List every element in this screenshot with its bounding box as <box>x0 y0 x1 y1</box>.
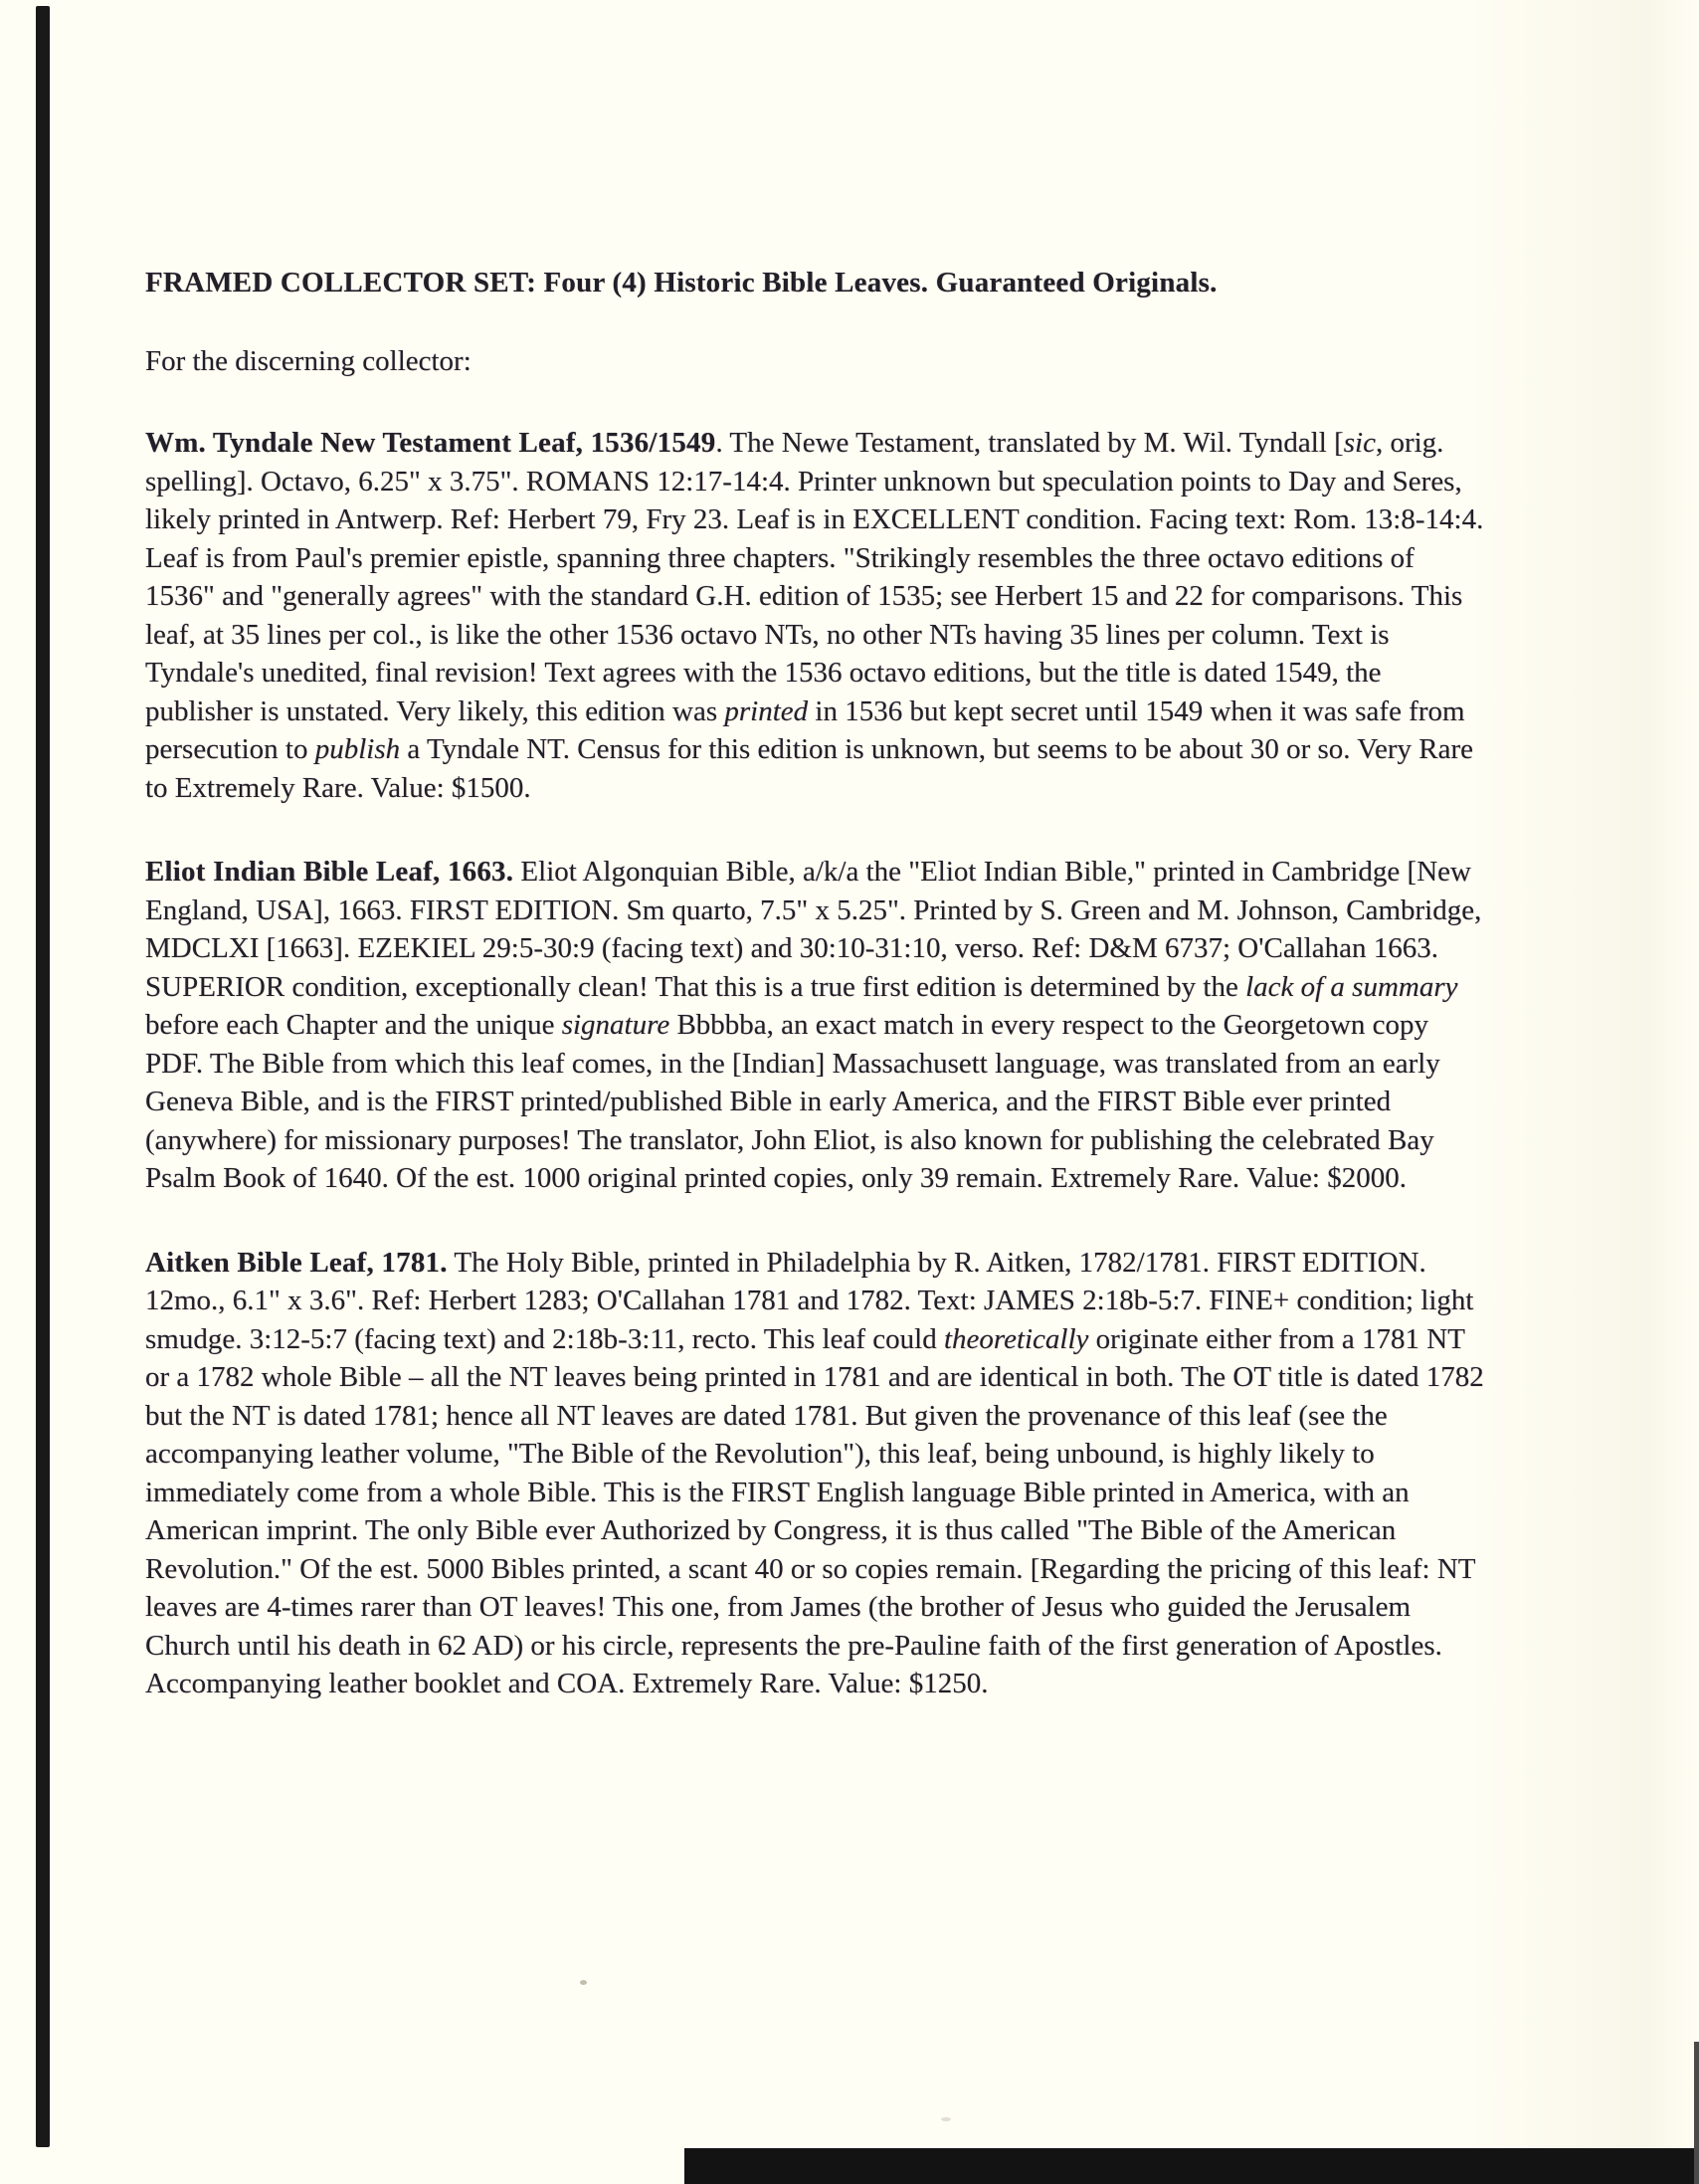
scan-speck <box>941 2117 951 2121</box>
paragraph-eliot-leaf: Eliot Indian Bible Leaf, 1663. Eliot Algonquian Bible, a/k/a the "Eliot Indian Bible," printed in Cambridge [New England, USA], 1663. FIRST EDITION. Sm quarto, 7.5" x 5.25". Printed by S. Green and M. Johnson, Cambridge, MDCLXI [1663]. EZEKIEL 29:5-30:9 (facing text) and 30:10-31:10, verso. Ref: D&M 6737; O'Callahan 1663. SUPERIOR condition, exceptionally clean! That this is a true first edition is determined by the lack of a summary before each Chapter and the unique signature Bbbbba, an exact match in every respect to the Georgetown copy PDF. The Bible from which this leaf comes, in the [Indian] Massachusett language, was translated from an early Geneva Bible, and is the FIRST printed/published Bible in early America, and the FIRST Bible ever printed (anywhere) for missionary purposes! The translator, John Eliot, is also known for publishing the celebrated Bay Psalm Book of 1640. Of the est. 1000 original printed copies, only 39 remain. Extremely Rare. Value: $2000. <box>145 856 1482 1194</box>
scan-edge-right <box>1694 2042 1699 2184</box>
page-title: FRAMED COLLECTOR SET: Four (4) Historic Bible Leaves. Guaranteed Originals. <box>145 267 1218 298</box>
paragraph-tyndale-leaf: Wm. Tyndale New Testament Leaf, 1536/1549. The Newe Testament, translated by M. Wil. Tyndall [sic, orig. spelling]. Octavo, 6.25" x 3.75". ROMANS 12:17-14:4. Printer unknown but speculation points to Day and Seres, likely printed in Antwerp. Ref: Herbert 79, Fry 23. Leaf is in EXCELLENT condition. Facing text: Rom. 13:8-14:4. Leaf is from Paul's premier epistle, spanning three chapters. "Strikingly resembles the three octavo editions of 1536" and "generally agrees" with the standard G.H. edition of 1535; see Herbert 15 and 22 for comparisons. This leaf, at 35 lines per col., is like the other 1536 octavo NTs, no other NTs having 35 lines per column. Text is Tyndale's unedited, final revision! Text agrees with the 1536 octavo editions, but the title is dated 1549, the publisher is unstated. Very likely, this edition was printed in 1536 but kept secret until 1549 when it was safe from persecution to publish a Tyndale NT. Census for this edition is unknown, but seems to be about 30 or so. Very Rare to Extremely Rare. Value: $1500. <box>145 427 1484 804</box>
scan-edge-left <box>36 6 50 2147</box>
intro-line: For the discerning collector: <box>145 344 472 377</box>
scan-speck <box>580 1980 587 1985</box>
paragraph-aitken-leaf: Aitken Bible Leaf, 1781. The Holy Bible, printed in Philadelphia by R. Aitken, 1782/1781. FIRST EDITION. 12mo., 6.1" x 3.6". Ref: Herbert 1283; O'Callahan 1781 and 1782. Text: JAMES 2:18b-5:7. FINE+ condition; light smudge. 3:12-5:7 (facing text) and 2:18b-3:11, recto. This leaf could theoretically originate either from a 1781 NT or a 1782 whole Bible – all the NT leaves being printed in 1781 and are identical in both. The OT title is dated 1782 but the NT is dated 1781; hence all NT leaves are dated 1781. But given the provenance of this leaf (see the accompanying leather volume, "The Bible of the Revolution"), this leaf, being unbound, is highly likely to immediately come from a whole Bible. This is the FIRST English language Bible printed in America, with an American imprint. The only Bible ever Authorized by Congress, it is thus called "The Bible of the American Revolution." Of the est. 5000 Bibles printed, a scant 40 or so copies remain. [Regarding the pricing of this leaf: NT leaves are 4-times rarer than OT leaves! This one, from James (the brother of Jesus who guided the Jerusalem Church until his death in 62 AD) or his circle, represents the pre-Pauline faith of the first generation of Apostles. Accompanying leather booklet and COA. Extremely Rare. Value: $1250. <box>145 1246 1484 1699</box>
listing-content <box>145 264 1488 1749</box>
scan-edge-bottom <box>684 2148 1699 2184</box>
